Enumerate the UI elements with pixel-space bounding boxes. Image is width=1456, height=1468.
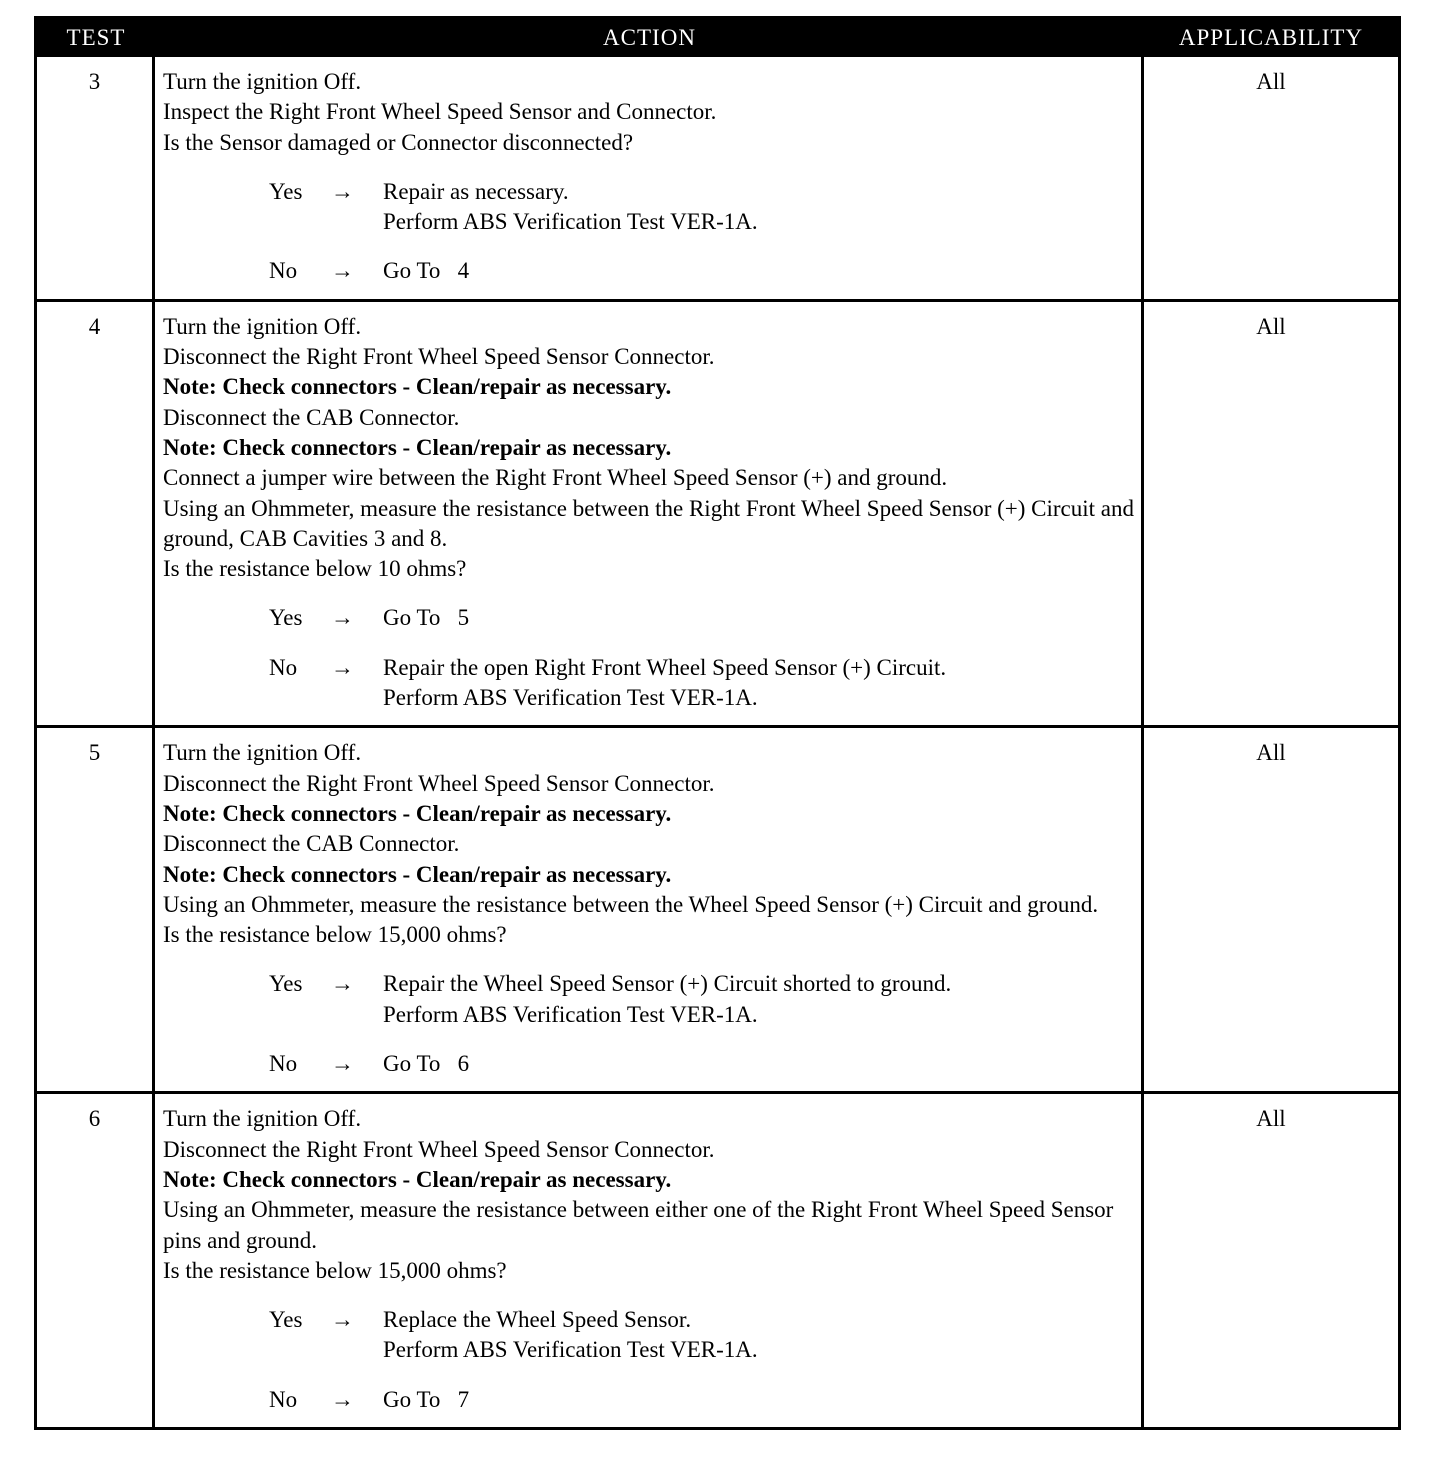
- arrow-right-icon: →: [331, 1307, 354, 1333]
- outcome-label: Yes: [269, 971, 303, 997]
- action-note: Note: Check connectors - Clean/repair as necessary.: [163, 1166, 672, 1192]
- test-number: 6: [37, 1094, 155, 1427]
- outcome-label: No: [269, 1051, 298, 1077]
- action-note: Note: Check connectors - Clean/repair as necessary.: [163, 800, 672, 826]
- action-step: Is the resistance below 10 ohms?: [163, 556, 467, 582]
- outcomes: [163, 1305, 1141, 1415]
- action-step: Disconnect the Right Front Wheel Speed Sensor Connector.: [163, 344, 715, 370]
- arrow-right-icon: →: [331, 971, 354, 997]
- outcome-line: Go To 7: [383, 1386, 470, 1412]
- outcome-text: [383, 603, 1141, 633]
- action-step: Inspect the Right Front Wheel Speed Sensor and Connector.: [163, 99, 717, 125]
- test-number: 5: [37, 728, 155, 1091]
- outcome-line: Perform ABS Verification Test VER-1A.: [383, 1337, 758, 1363]
- arrow-right-icon: →: [331, 605, 354, 631]
- outcome-line: Go To 4: [383, 258, 470, 284]
- outcome-yes: [163, 969, 1141, 1030]
- table-row: [37, 1091, 1398, 1427]
- outcome-no: [163, 1385, 1141, 1415]
- outcome-line: Go To 5: [383, 605, 470, 631]
- outcome-line: Repair as necessary.: [383, 178, 569, 204]
- action-step: Turn the ignition Off.: [163, 313, 362, 339]
- action-note: Note: Check connectors - Clean/repair as necessary.: [163, 861, 672, 887]
- test-number: 4: [37, 302, 155, 726]
- action-step: Using an Ohmmeter, measure the resistance between the Right Front Wheel Speed Sensor (+) Circuit and ground, CAB Cavities 3 and 8.: [163, 495, 1134, 551]
- outcome-text: [383, 653, 1141, 714]
- outcome-yes: [163, 177, 1141, 238]
- table-row: [37, 299, 1398, 726]
- outcome-label: Yes: [269, 1307, 303, 1333]
- table-header: [37, 19, 1398, 57]
- action-cell: [155, 302, 1144, 726]
- outcome-line: Replace the Wheel Speed Sensor.: [383, 1307, 692, 1333]
- outcome-text: [383, 1305, 1141, 1366]
- outcomes: [163, 969, 1141, 1079]
- outcome-label: Yes: [269, 605, 303, 631]
- outcome-text: [383, 1385, 1141, 1415]
- outcome-no: [163, 256, 1141, 286]
- action-note: Note: Check connectors - Clean/repair as necessary.: [163, 374, 672, 400]
- outcome-text: [383, 256, 1141, 286]
- outcome-line: Go To 6: [383, 1051, 470, 1077]
- outcome-label: Yes: [269, 178, 303, 204]
- outcomes: [163, 177, 1141, 287]
- table-row: [37, 725, 1398, 1091]
- action-step: Disconnect the Right Front Wheel Speed Sensor Connector.: [163, 1136, 715, 1162]
- header-test: TEST: [66, 25, 126, 50]
- header-applicability: APPLICABILITY: [1178, 25, 1364, 50]
- outcome-text: [383, 969, 1141, 1030]
- action-step: Using an Ohmmeter, measure the resistance between either one of the Right Front Wheel Speed Sensor pins and ground.: [163, 1197, 1114, 1253]
- arrow-right-icon: →: [331, 1386, 354, 1412]
- action-step: Is the resistance below 15,000 ohms?: [163, 922, 507, 948]
- outcome-label: No: [269, 654, 298, 680]
- action-step: Turn the ignition Off.: [163, 740, 362, 766]
- action-step: Disconnect the CAB Connector.: [163, 404, 460, 430]
- table-body: [37, 57, 1398, 1427]
- action-step: Disconnect the Right Front Wheel Speed Sensor Connector.: [163, 770, 715, 796]
- arrow-right-icon: →: [331, 654, 354, 680]
- action-cell: [155, 57, 1144, 299]
- outcome-label: No: [269, 1386, 298, 1412]
- outcome-line: Perform ABS Verification Test VER-1A.: [383, 209, 758, 235]
- applicability-value: All: [1256, 313, 1286, 339]
- outcome-line: Perform ABS Verification Test VER-1A.: [383, 685, 758, 711]
- applicability-value: All: [1256, 69, 1286, 94]
- outcome-yes: [163, 1305, 1141, 1366]
- outcomes: [163, 603, 1141, 713]
- header-action: ACTION: [603, 25, 696, 50]
- action-step: Turn the ignition Off.: [163, 1106, 362, 1132]
- outcome-no: [163, 1049, 1141, 1079]
- action-step: Is the Sensor damaged or Connector disconnected?: [163, 129, 634, 155]
- outcome-label: No: [269, 258, 298, 284]
- arrow-right-icon: →: [331, 178, 354, 204]
- table-row: [37, 57, 1398, 299]
- diagnostic-table: [34, 16, 1401, 1430]
- action-step: Using an Ohmmeter, measure the resistance between the Wheel Speed Sensor (+) Circuit and ground.: [163, 891, 1099, 917]
- action-note: Note: Check connectors - Clean/repair as necessary.: [163, 434, 672, 460]
- outcome-line: Repair the open Right Front Wheel Speed Sensor (+) Circuit.: [383, 654, 947, 680]
- outcome-text: [383, 1049, 1141, 1079]
- outcome-no: [163, 653, 1141, 714]
- applicability-value: All: [1256, 740, 1286, 766]
- arrow-right-icon: →: [331, 1051, 354, 1077]
- action-step: Disconnect the CAB Connector.: [163, 831, 460, 857]
- outcome-yes: [163, 603, 1141, 633]
- arrow-right-icon: →: [331, 258, 354, 284]
- action-cell: [155, 728, 1144, 1091]
- applicability-value: All: [1256, 1106, 1286, 1132]
- outcome-line: Repair the Wheel Speed Sensor (+) Circuit shorted to ground.: [383, 971, 952, 997]
- action-cell: [155, 1094, 1144, 1427]
- action-step: Turn the ignition Off.: [163, 69, 362, 94]
- action-step: Is the resistance below 15,000 ohms?: [163, 1257, 507, 1283]
- test-number: 3: [37, 57, 155, 299]
- outcome-line: Perform ABS Verification Test VER-1A.: [383, 1001, 758, 1027]
- action-step: Connect a jumper wire between the Right Front Wheel Speed Sensor (+) and ground.: [163, 465, 948, 491]
- outcome-text: [383, 177, 1141, 238]
